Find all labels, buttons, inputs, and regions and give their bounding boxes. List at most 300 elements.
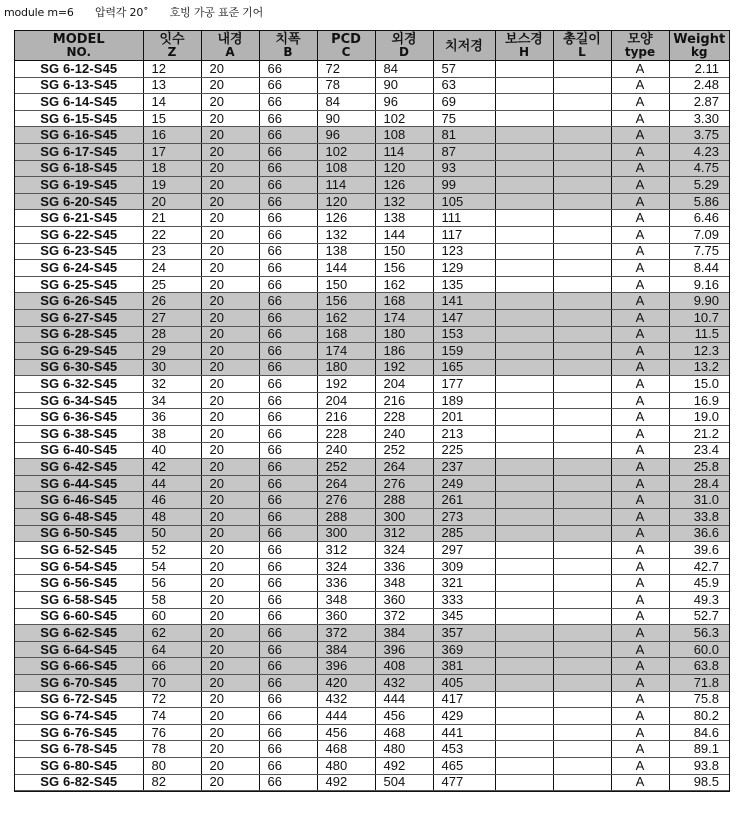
table-cell — [553, 193, 611, 210]
model-number-cell: SG 6-76-S45 — [15, 724, 143, 741]
column-header-label: 총길이 — [563, 32, 601, 47]
page-caption — [4, 4, 281, 20]
table-cell: 66 — [259, 243, 317, 260]
table-cell: 89.1 — [669, 741, 729, 758]
table-cell: 20 — [201, 608, 259, 625]
table-cell — [495, 625, 553, 642]
table-cell: 66 — [259, 674, 317, 691]
table-cell: 162 — [375, 276, 433, 293]
table-cell: 6.46 — [669, 210, 729, 227]
table-row — [15, 426, 729, 443]
table-cell: 20 — [201, 674, 259, 691]
table-cell: 66 — [259, 193, 317, 210]
table-cell: 174 — [375, 309, 433, 326]
model-number-cell: SG 6-66-S45 — [15, 658, 143, 675]
table-cell — [553, 442, 611, 459]
table-cell: A — [611, 110, 669, 127]
table-cell: 20 — [201, 359, 259, 376]
table-cell — [553, 774, 611, 791]
table-cell: 66 — [259, 724, 317, 741]
model-number-cell: SG 6-23-S45 — [15, 243, 143, 260]
table-cell: 7.09 — [669, 226, 729, 243]
table-cell: 336 — [317, 575, 375, 592]
model-number-cell: SG 6-56-S45 — [15, 575, 143, 592]
table-cell — [553, 326, 611, 343]
model-number-cell: SG 6-19-S45 — [15, 177, 143, 194]
table-cell: 31.0 — [669, 492, 729, 509]
column-header-label: PCD — [331, 32, 361, 47]
table-cell: 111 — [433, 210, 495, 227]
table-cell: 20 — [143, 193, 201, 210]
table-cell: 96 — [375, 94, 433, 111]
table-cell: 20 — [201, 592, 259, 609]
column-header-label: 보스경 — [505, 32, 543, 47]
table-row — [15, 193, 729, 210]
model-number-cell: SG 6-29-S45 — [15, 343, 143, 360]
table-cell: 177 — [433, 376, 495, 393]
table-cell: 80 — [143, 757, 201, 774]
table-cell: 66 — [259, 226, 317, 243]
table-row — [15, 409, 729, 426]
model-number-cell: SG 6-13-S45 — [15, 77, 143, 94]
table-cell — [495, 343, 553, 360]
table-cell: 420 — [317, 674, 375, 691]
table-cell — [495, 674, 553, 691]
table-row — [15, 757, 729, 774]
table-cell: 108 — [375, 127, 433, 144]
table-row — [15, 210, 729, 227]
table-cell: 312 — [317, 542, 375, 559]
table-row — [15, 392, 729, 409]
model-number-cell: SG 6-22-S45 — [15, 226, 143, 243]
table-cell: 20 — [201, 426, 259, 443]
table-cell: 56 — [143, 575, 201, 592]
table-cell: 324 — [375, 542, 433, 559]
table-cell: 76 — [143, 724, 201, 741]
table-cell: 78 — [143, 741, 201, 758]
table-cell: 20 — [201, 392, 259, 409]
table-cell: 432 — [317, 691, 375, 708]
table-cell: A — [611, 77, 669, 94]
table-cell: 28 — [143, 326, 201, 343]
table-cell: 405 — [433, 674, 495, 691]
table-cell: 20 — [201, 741, 259, 758]
table-cell: 432 — [375, 674, 433, 691]
table-row — [15, 592, 729, 609]
table-cell: 13.2 — [669, 359, 729, 376]
table-cell: 46 — [143, 492, 201, 509]
table-cell — [495, 774, 553, 791]
model-number-cell: SG 6-46-S45 — [15, 492, 143, 509]
model-number-cell: SG 6-25-S45 — [15, 276, 143, 293]
table-cell: 27 — [143, 309, 201, 326]
table-cell: 20 — [201, 77, 259, 94]
table-cell: 228 — [375, 409, 433, 426]
table-cell — [553, 492, 611, 509]
table-cell: 204 — [317, 392, 375, 409]
table-cell: 192 — [375, 359, 433, 376]
table-cell: 165 — [433, 359, 495, 376]
table-cell: 348 — [375, 575, 433, 592]
table-cell: 16.9 — [669, 392, 729, 409]
table-cell: 300 — [317, 525, 375, 542]
table-cell: 168 — [317, 326, 375, 343]
model-number-cell: SG 6-36-S45 — [15, 409, 143, 426]
table-cell: A — [611, 542, 669, 559]
table-row — [15, 376, 729, 393]
table-cell: 23.4 — [669, 442, 729, 459]
table-cell — [495, 359, 553, 376]
table-cell — [553, 608, 611, 625]
table-cell: 32 — [143, 376, 201, 393]
table-cell: 369 — [433, 641, 495, 658]
column-header-symbol: H — [518, 45, 530, 59]
table-cell: 20 — [201, 61, 259, 78]
table-cell — [553, 757, 611, 774]
table-cell: 20 — [201, 243, 259, 260]
table-cell: 444 — [375, 691, 433, 708]
table-cell — [495, 309, 553, 326]
table-cell: 49.3 — [669, 592, 729, 609]
model-number-cell: SG 6-72-S45 — [15, 691, 143, 708]
table-cell — [495, 326, 553, 343]
table-cell: 28.4 — [669, 475, 729, 492]
table-cell — [495, 542, 553, 559]
table-cell: 66 — [259, 409, 317, 426]
table-cell — [553, 658, 611, 675]
table-cell: A — [611, 774, 669, 791]
table-cell: 159 — [433, 343, 495, 360]
table-row — [15, 459, 729, 476]
table-cell: 36 — [143, 409, 201, 426]
model-number-cell: SG 6-52-S45 — [15, 542, 143, 559]
table-cell: 81 — [433, 127, 495, 144]
table-cell — [495, 110, 553, 127]
column-header-label: Weight — [673, 32, 726, 47]
table-cell: 12 — [143, 61, 201, 78]
table-cell — [495, 276, 553, 293]
column-header-symbol: L — [578, 45, 586, 59]
table-cell: A — [611, 625, 669, 642]
table-row — [15, 94, 729, 111]
model-number-cell: SG 6-80-S45 — [15, 757, 143, 774]
table-cell: 408 — [375, 658, 433, 675]
table-cell — [553, 575, 611, 592]
table-cell: 468 — [317, 741, 375, 758]
column-header-label: MODEL — [52, 32, 105, 47]
table-row — [15, 542, 729, 559]
table-cell: 9.16 — [669, 276, 729, 293]
table-cell — [553, 260, 611, 277]
table-cell: A — [611, 492, 669, 509]
table-row — [15, 575, 729, 592]
table-cell: 72 — [143, 691, 201, 708]
model-number-cell: SG 6-74-S45 — [15, 708, 143, 725]
table-cell: 66 — [259, 210, 317, 227]
table-cell: 120 — [375, 160, 433, 177]
model-number-cell: SG 6-17-S45 — [15, 143, 143, 160]
table-cell: 204 — [375, 376, 433, 393]
table-cell: A — [611, 724, 669, 741]
table-cell: 504 — [375, 774, 433, 791]
table-cell: 20 — [201, 708, 259, 725]
table-cell: 66 — [259, 77, 317, 94]
table-cell: A — [611, 558, 669, 575]
table-title: 호빙 가공 표준 기어 — [169, 6, 264, 19]
table-cell: 20 — [201, 575, 259, 592]
table-cell — [553, 641, 611, 658]
model-number-cell: SG 6-40-S45 — [15, 442, 143, 459]
table-cell: A — [611, 409, 669, 426]
table-cell: 66 — [259, 608, 317, 625]
table-cell: A — [611, 741, 669, 758]
table-row — [15, 674, 729, 691]
table-cell: 66 — [259, 260, 317, 277]
table-cell: 186 — [375, 343, 433, 360]
table-cell: 123 — [433, 243, 495, 260]
table-cell: 120 — [317, 193, 375, 210]
table-cell: 20 — [201, 525, 259, 542]
model-number-cell: SG 6-70-S45 — [15, 674, 143, 691]
table-cell: 240 — [375, 426, 433, 443]
table-cell: 66 — [143, 658, 201, 675]
table-row — [15, 127, 729, 144]
table-cell: 20 — [201, 193, 259, 210]
column-header-label: 모양 — [627, 32, 653, 47]
table-cell — [495, 658, 553, 675]
table-cell — [553, 177, 611, 194]
table-row — [15, 160, 729, 177]
table-cell: 20 — [201, 774, 259, 791]
table-cell — [553, 724, 611, 741]
table-cell — [553, 94, 611, 111]
table-cell: 70 — [143, 674, 201, 691]
table-cell — [553, 674, 611, 691]
table-cell: 147 — [433, 309, 495, 326]
model-number-cell: SG 6-82-S45 — [15, 774, 143, 791]
column-header — [433, 31, 495, 61]
table-cell: 114 — [317, 177, 375, 194]
table-cell: 141 — [433, 293, 495, 310]
table-cell: 20 — [201, 658, 259, 675]
table-cell: 7.75 — [669, 243, 729, 260]
table-cell: 15.0 — [669, 376, 729, 393]
column-header — [375, 31, 433, 61]
table-cell: 66 — [259, 110, 317, 127]
table-cell — [495, 226, 553, 243]
table-cell: 321 — [433, 575, 495, 592]
model-number-cell: SG 6-38-S45 — [15, 426, 143, 443]
table-cell — [553, 143, 611, 160]
model-number-cell: SG 6-34-S45 — [15, 392, 143, 409]
table-cell — [553, 343, 611, 360]
column-header-label: 외경 — [391, 32, 417, 47]
table-row — [15, 691, 729, 708]
table-cell: 33.8 — [669, 509, 729, 526]
table-cell — [495, 592, 553, 609]
table-cell: 180 — [317, 359, 375, 376]
table-cell — [495, 376, 553, 393]
table-cell: A — [611, 293, 669, 310]
table-cell: 57 — [433, 61, 495, 78]
table-cell: 288 — [375, 492, 433, 509]
table-cell — [495, 392, 553, 409]
table-cell: 66 — [259, 276, 317, 293]
table-cell — [495, 741, 553, 758]
column-header — [259, 31, 317, 61]
model-number-cell: SG 6-60-S45 — [15, 608, 143, 625]
table-cell: 168 — [375, 293, 433, 310]
model-number-cell: SG 6-14-S45 — [15, 94, 143, 111]
table-row — [15, 309, 729, 326]
table-cell: 63 — [433, 77, 495, 94]
table-cell: 372 — [375, 608, 433, 625]
table-cell — [553, 210, 611, 227]
table-cell: 75.8 — [669, 691, 729, 708]
table-cell: 22 — [143, 226, 201, 243]
table-cell: A — [611, 94, 669, 111]
table-cell: 429 — [433, 708, 495, 725]
table-cell: 144 — [375, 226, 433, 243]
table-cell — [495, 77, 553, 94]
table-cell: 285 — [433, 525, 495, 542]
table-cell: A — [611, 143, 669, 160]
table-cell — [553, 309, 611, 326]
table-cell: 50 — [143, 525, 201, 542]
table-cell: 126 — [317, 210, 375, 227]
table-cell: 249 — [433, 475, 495, 492]
gear-spec-table — [15, 31, 729, 791]
table-cell: 23 — [143, 243, 201, 260]
model-number-cell: SG 6-44-S45 — [15, 475, 143, 492]
model-number-cell: SG 6-54-S45 — [15, 558, 143, 575]
table-cell: 126 — [375, 177, 433, 194]
table-row — [15, 260, 729, 277]
table-cell: 20 — [201, 442, 259, 459]
table-cell: 20 — [201, 376, 259, 393]
table-cell: 129 — [433, 260, 495, 277]
table-cell: 192 — [317, 376, 375, 393]
table-cell: 237 — [433, 459, 495, 476]
table-cell — [495, 210, 553, 227]
table-cell — [553, 542, 611, 559]
table-cell: 396 — [317, 658, 375, 675]
table-row — [15, 475, 729, 492]
table-cell: 360 — [375, 592, 433, 609]
table-cell: A — [611, 442, 669, 459]
table-cell: 213 — [433, 426, 495, 443]
table-cell: 72 — [317, 61, 375, 78]
table-cell: 144 — [317, 260, 375, 277]
table-cell: 492 — [375, 757, 433, 774]
table-cell: A — [611, 459, 669, 476]
column-header-symbol: NO. — [66, 45, 92, 59]
model-number-cell: SG 6-32-S45 — [15, 376, 143, 393]
table-cell: 98.5 — [669, 774, 729, 791]
model-number-cell: SG 6-27-S45 — [15, 309, 143, 326]
table-cell: 20 — [201, 210, 259, 227]
table-cell: A — [611, 592, 669, 609]
table-cell: 13 — [143, 77, 201, 94]
table-cell: 64 — [143, 641, 201, 658]
table-cell — [495, 525, 553, 542]
table-row — [15, 608, 729, 625]
table-cell — [495, 509, 553, 526]
column-header — [317, 31, 375, 61]
table-cell: 90 — [375, 77, 433, 94]
table-cell: 66 — [259, 774, 317, 791]
table-cell: 19.0 — [669, 409, 729, 426]
model-number-cell: SG 6-20-S45 — [15, 193, 143, 210]
table-cell — [495, 243, 553, 260]
table-cell: 25 — [143, 276, 201, 293]
table-row — [15, 143, 729, 160]
table-cell: 42.7 — [669, 558, 729, 575]
table-cell: 24 — [143, 260, 201, 277]
table-cell: 3.30 — [669, 110, 729, 127]
table-cell: 20 — [201, 641, 259, 658]
pressure-angle-label: 압력각 20˚ — [94, 6, 149, 19]
table-cell: 2.87 — [669, 94, 729, 111]
table-cell: 17 — [143, 143, 201, 160]
table-cell: A — [611, 757, 669, 774]
table-cell — [553, 359, 611, 376]
table-cell — [553, 392, 611, 409]
column-header-symbol: Z — [167, 45, 177, 59]
table-cell: 468 — [375, 724, 433, 741]
table-cell: 333 — [433, 592, 495, 609]
table-cell — [553, 525, 611, 542]
table-cell: 156 — [375, 260, 433, 277]
table-cell: 40 — [143, 442, 201, 459]
table-cell: 25.8 — [669, 459, 729, 476]
table-cell — [553, 459, 611, 476]
table-cell: 384 — [375, 625, 433, 642]
table-cell: 138 — [375, 210, 433, 227]
table-cell: 66 — [259, 426, 317, 443]
table-cell: 66 — [259, 558, 317, 575]
table-row — [15, 293, 729, 310]
table-cell — [495, 757, 553, 774]
table-cell: 45.9 — [669, 575, 729, 592]
table-cell: A — [611, 177, 669, 194]
model-number-cell: SG 6-64-S45 — [15, 641, 143, 658]
table-cell: 105 — [433, 193, 495, 210]
table-cell — [553, 592, 611, 609]
table-cell: 12.3 — [669, 343, 729, 360]
table-row — [15, 658, 729, 675]
table-cell: 20 — [201, 492, 259, 509]
table-cell — [495, 193, 553, 210]
table-cell — [553, 741, 611, 758]
table-cell: 66 — [259, 525, 317, 542]
table-cell: 20 — [201, 409, 259, 426]
table-cell: 480 — [375, 741, 433, 758]
table-cell: 66 — [259, 309, 317, 326]
model-number-cell: SG 6-28-S45 — [15, 326, 143, 343]
table-cell: 34 — [143, 392, 201, 409]
table-cell: A — [611, 193, 669, 210]
table-cell — [495, 691, 553, 708]
table-cell — [553, 708, 611, 725]
table-cell: 20 — [201, 110, 259, 127]
table-cell: 21.2 — [669, 426, 729, 443]
table-cell: 477 — [433, 774, 495, 791]
table-row — [15, 741, 729, 758]
table-cell: 20 — [201, 475, 259, 492]
table-cell: 66 — [259, 442, 317, 459]
table-cell: 20 — [201, 127, 259, 144]
